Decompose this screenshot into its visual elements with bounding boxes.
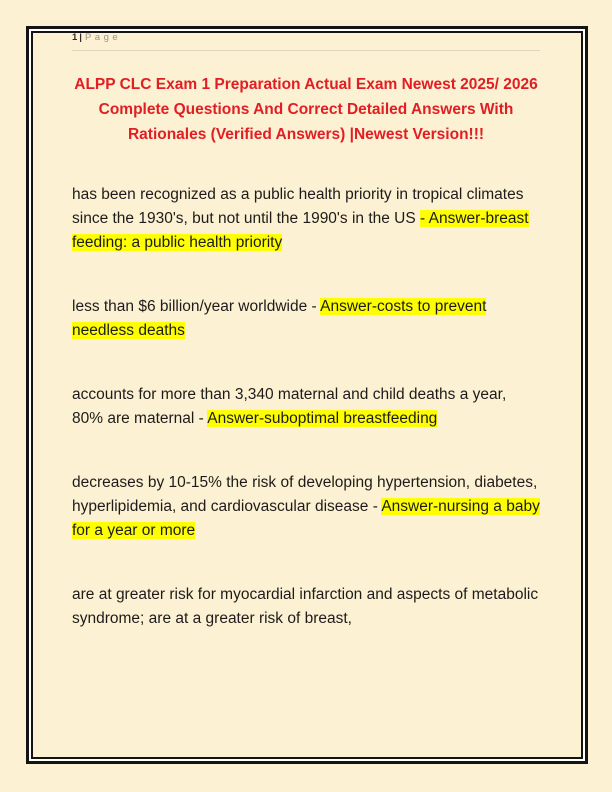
question-text: decreases by 10-15% the risk of developing hypertension, diabetes, hyperlipidemia, and cardiovascular disease - [72, 474, 538, 515]
page-header [72, 32, 540, 51]
paragraph [72, 471, 540, 543]
paragraph [72, 183, 540, 255]
paragraphs [72, 183, 540, 631]
paragraph [72, 383, 540, 431]
paragraph [72, 583, 540, 631]
answer-highlight: Answer-nursing a baby for a year or more [72, 498, 540, 539]
answer-highlight: Answer-suboptimal breastfeeding [207, 410, 438, 427]
document-title: ALPP CLC Exam 1 Preparation Actual Exam Newest 2025/ 2026 Complete Questions And Correct Detailed Answers With Rationales (Verified Answers) |Newest Version!!! [74, 76, 538, 143]
question-text: accounts for more than 3,340 maternal and child deaths a year, 80% are maternal - [72, 386, 507, 427]
header-separator: | [79, 32, 82, 43]
page-label: Page [84, 32, 122, 43]
page-content [72, 32, 540, 671]
answer-highlight: Answer-costs to prevent needless deaths [72, 298, 487, 339]
question-text: less than $6 billion/year worldwide - [72, 298, 321, 315]
answer-highlight: - Answer-breast feeding: a public health priority [72, 210, 529, 251]
paragraph [72, 295, 540, 343]
question-text: are at greater risk for myocardial infarction and aspects of metabolic syndrome; are at a greater risk of breast, [72, 586, 539, 627]
question-text: has been recognized as a public health priority in tropical climates since the 1930's, but not until the 1990's in the US [72, 186, 524, 227]
page-number: 1 [72, 32, 78, 43]
